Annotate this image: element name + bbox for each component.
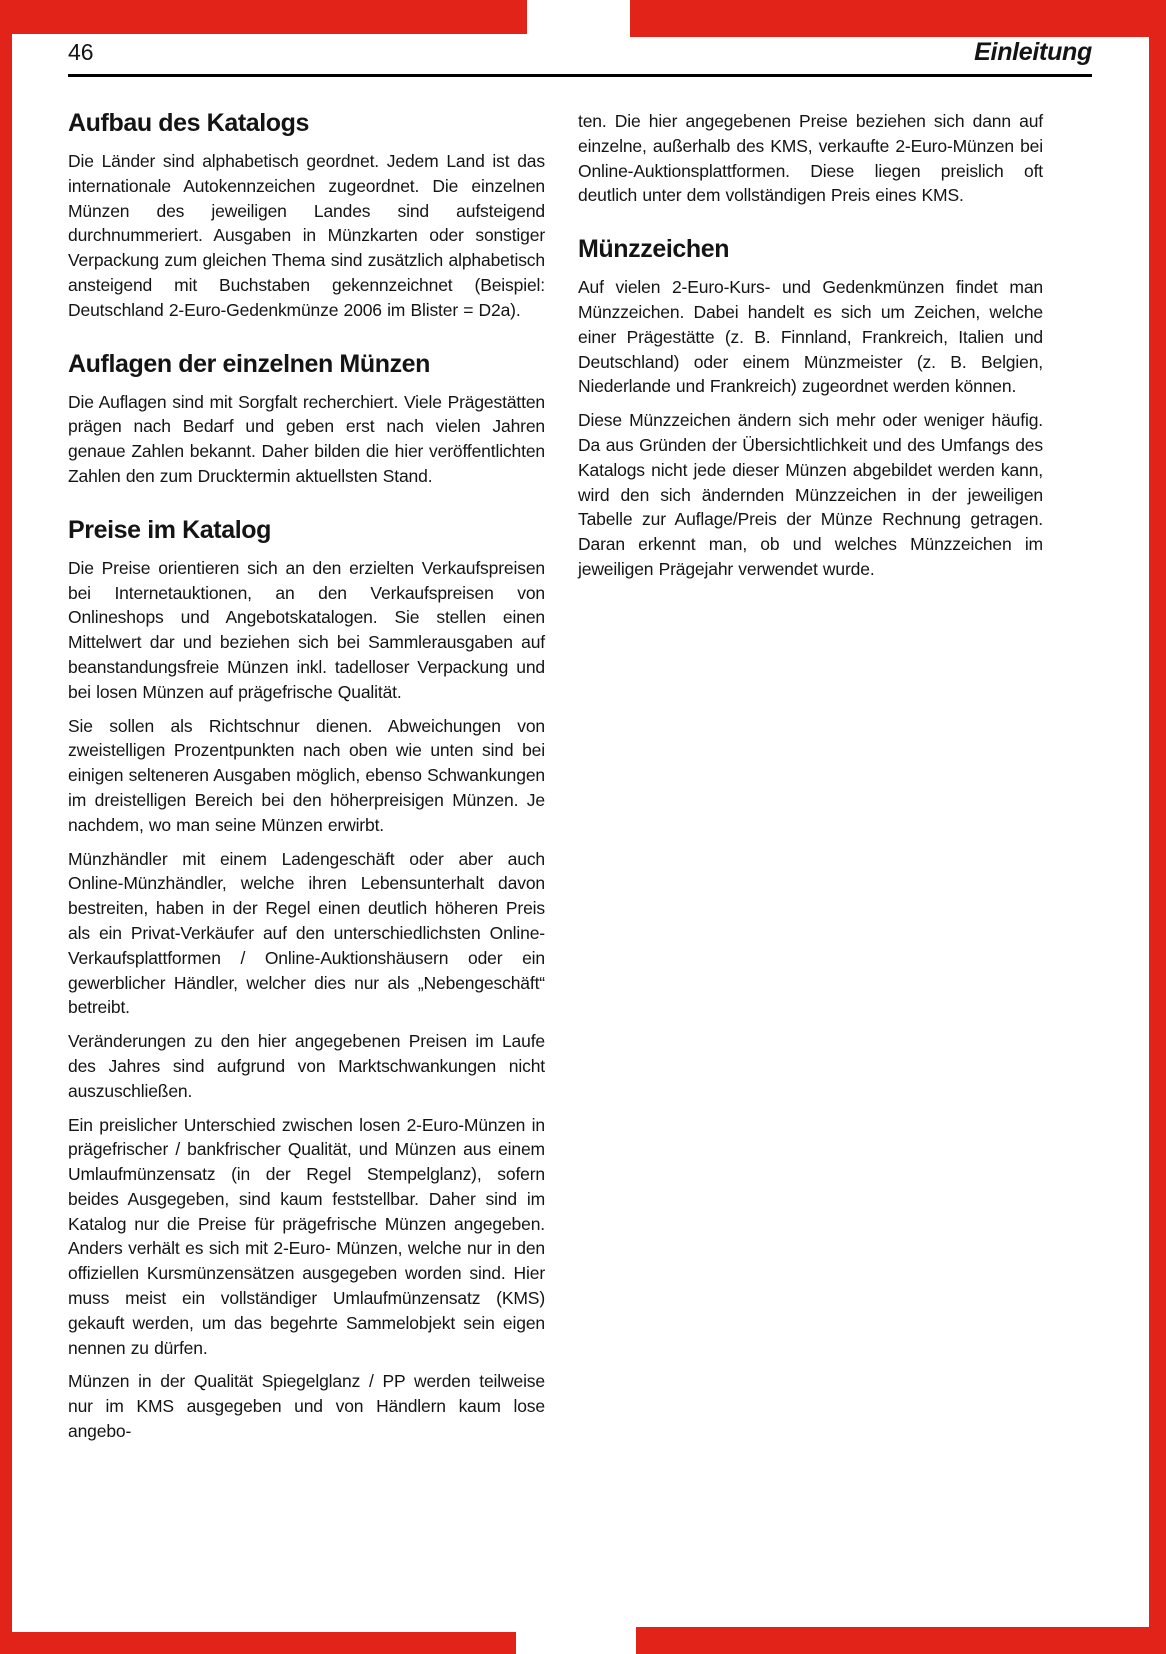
section-heading: Aufbau des Katalogs bbox=[68, 109, 310, 137]
section-heading: Preise im Katalog bbox=[68, 515, 272, 544]
chapter-title: Einleitung bbox=[974, 38, 1092, 66]
paragraph: Sie sollen als Richtschnur dienen. Abweichungen von zweistelligen Prozentpunkten nach oben wie unten sind bei einigen selteneren Ausgaben möglich, ebenso Schwankungen im dreistelligen Bereich bei den höherpreisigen Münzen. Je nachdem, wo man seine Münzen erwirbt. bbox=[68, 715, 545, 835]
page-edge-top-right bbox=[630, 0, 1166, 37]
page-edge-right bbox=[1149, 0, 1166, 1654]
page-content bbox=[68, 38, 1092, 1444]
paragraph: Münzen in der Qualität Spiegelglanz / PP werden teilweise nur im KMS ausgegeben und von Händlern kaum lose angebo- bbox=[68, 1371, 545, 1442]
section-heading: Münzzeichen bbox=[578, 235, 730, 264]
page-header bbox=[68, 38, 1092, 77]
page-edge-top-left bbox=[0, 0, 527, 34]
paragraph: Diese Münzzeichen ändern sich mehr oder weniger häufig. Da aus Gründen der Übersichtlichkeit und des Umfangs des Katalogs nicht jede dieser Münzen abgebildet werden kann, wird den sich ändernden Münzzeichen in der jeweiligen Tabelle zur Auflage/Preis der Münze Rechnung getragen. Daran erkennt man, ob und welches Münzzeichen im jeweiligen Prägejahr verwendet wurde. bbox=[578, 410, 1043, 579]
section-heading: Auflagen der einzelnen Münzen bbox=[68, 349, 431, 378]
page-edge-left bbox=[0, 0, 12, 1654]
paragraph: Die Preise orientieren sich an den erzielten Verkaufspreisen bei Internetauktionen, an den Verkaufspreisen von Onlineshops und Angebotskatalogen. Sie stellen einen Mittelwert dar und beziehen sich bei Sammlerausgaben auf beanstandungsfreie Münzen inkl. tadelloser Verpackung und bei losen Münzen auf prägefrische Qualität. bbox=[68, 557, 545, 702]
page-edge-bottom-left bbox=[0, 1632, 516, 1654]
paragraph: Veränderungen zu den hier angegebenen Preisen im Laufe des Jahres sind aufgrund von Marktschwankungen nicht auszuschließen. bbox=[68, 1031, 545, 1101]
text-columns bbox=[68, 109, 1092, 1444]
paragraph: Die Auflagen sind mit Sorgfalt recherchiert. Viele Prägestätten prägen nach Bedarf und geben erst nach vielen Jahren genaue Zahlen bekannt. Daher bilden die hier veröffentlichten Zahlen den zum Drucktermin aktuellsten Stand. bbox=[68, 391, 545, 486]
page-number: 46 bbox=[68, 39, 94, 65]
paragraph: Auf vielen 2-Euro-Kurs- und Gedenkmünzen findet man Münzzeichen. Dabei handelt es sich um Zeichen, welche einer Prägestätte (z. B. Finnland, Frankreich, Italien und Deutschland) oder einem Münzmeister (z. B. Belgien, Niederlande und Frankreich) zugeordnet werden können. bbox=[578, 277, 1043, 397]
page-edge-bottom-right bbox=[636, 1627, 1166, 1654]
right-column bbox=[578, 109, 1043, 1444]
paragraph: Ein preislicher Unterschied zwischen losen 2-Euro-Münzen in prägefrischer / bankfrischer Qualität, und Münzen aus einem Umlaufmünzensatz (in der Regel Stempelglanz), sofern beides Ausgegeben, sind kaum feststellbar. Daher sind im Katalog nur die Preise für prägefrische Münzen angegeben. Anders verhält es sich mit 2-Euro- Münzen, welche nur in den offiziellen Kursmünzensätzen ausgegeben worden sind. Hier muss meist ein vollständiger Umlaufmünzensatz (KMS) gekauft werden, um das begehrte Sammelobjekt sein eigen nennen zu dürfen. bbox=[68, 1114, 545, 1358]
continuation-paragraph: ten. Die hier angegebenen Preise beziehen sich dann auf einzelne, außerhalb des KMS, verkaufte 2-Euro-Münzen bei Online-Auktionsplattformen. Diese liegen preislich oft deutlich unter dem vollständigen Preis eines KMS. bbox=[578, 111, 1043, 206]
left-column bbox=[68, 109, 545, 1444]
paragraph: Die Länder sind alphabetisch geordnet. Jedem Land ist das internationale Autokennzeichen zugeordnet. Die einzelnen Münzen des jeweiligen Landes sind aufsteigend durchnummeriert. Ausgaben in Münzkarten oder sonstiger Verpackung zum gleichen Thema sind zusätzlich alphabetisch ansteigend mit Buchstaben gekennzeichnet (Beispiel: Deutschland 2-Euro-Gedenkmünze 2006 im Blister = D2a). bbox=[68, 151, 545, 320]
paragraph: Münzhändler mit einem Ladengeschäft oder aber auch Online-Münzhändler, welche ihren Lebensunterhalt davon bestreiten, haben in der Regel einen deutlich höheren Preis als ein Privat-Verkäufer auf den unterschiedlichsten Online-Verkaufsplattformen / Online-Auktionshäusern oder ein gewerblicher Händler, welcher dies nur als „Nebengeschäft“ betreibt. bbox=[68, 848, 545, 1018]
